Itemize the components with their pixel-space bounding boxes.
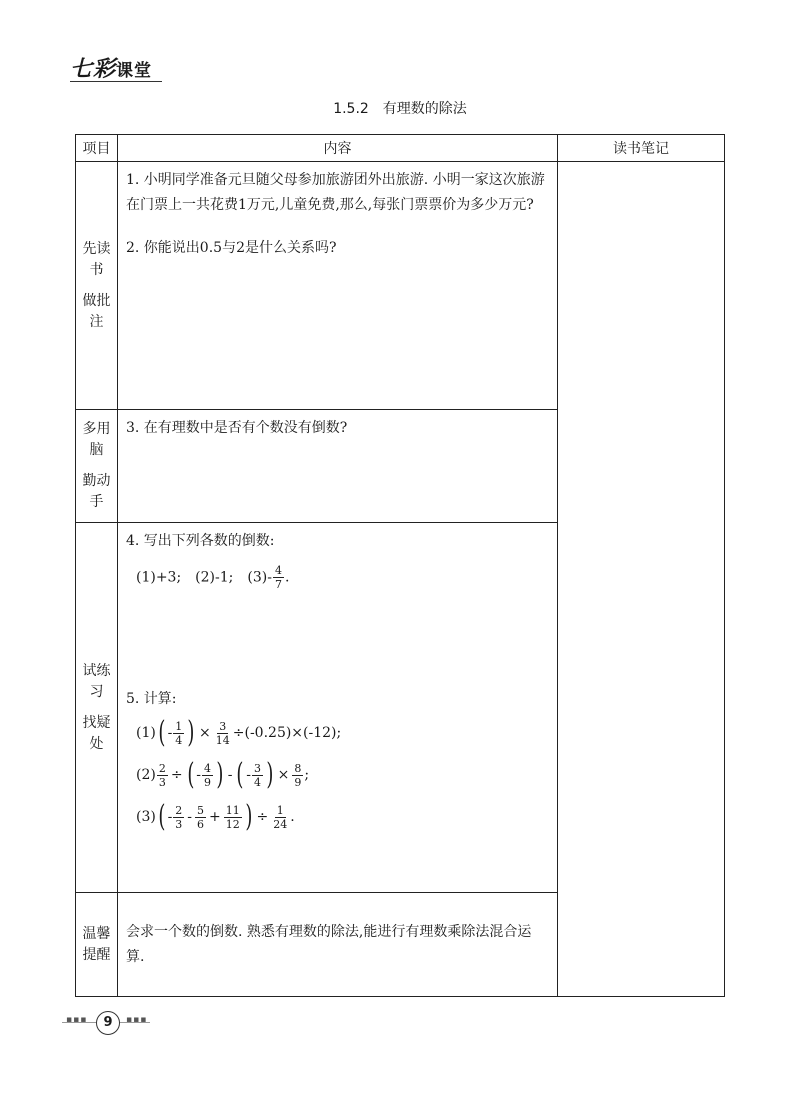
label-line-2: 勤动手: [82, 473, 111, 510]
expression-2: (2) $\frac{2}{3}$ ÷ ( - $\frac{4}{9}$ ) - ( - $\frac{3}{4}$ ) × $\frac{8}{9}$ ;: [136, 757, 310, 792]
section-read: [76, 162, 725, 410]
question-5: 5. 计算:: [126, 691, 177, 707]
section-label: [76, 162, 118, 410]
section-content: [118, 410, 558, 523]
page-title: 1.5.2 有理数的除法: [333, 101, 467, 117]
logo-main-text: 七彩: [70, 57, 117, 82]
logo-sub-text: 课堂: [116, 61, 153, 81]
question-2: 2. 你能说出0.5与2是什么关系吗?: [126, 240, 337, 256]
fraction: $\frac{11}{12}$: [225, 803, 240, 831]
notes-column: [558, 162, 725, 997]
question-4-parts: (1)+3; (2)-1; (3)- $\frac{4}{7}$ .: [136, 564, 290, 591]
fraction: $\frac{8}{9}$: [294, 761, 302, 789]
expression-1: (1) ( - $\frac{1}{4}$ ) × $\frac{3}{14}$ ÷(-0.25)×(-12);: [136, 715, 342, 750]
label-line-1: 试练习: [82, 662, 111, 700]
label-line-2: 提醒: [82, 946, 111, 963]
fraction: $\frac{2}{3}$: [175, 803, 183, 831]
header-content: 内容: [118, 135, 558, 162]
section-content: [118, 893, 558, 997]
fraction: $\frac{1}{24}$: [273, 803, 288, 831]
section-content: [118, 523, 558, 893]
question-4: 4. 写出下列各数的倒数:: [126, 533, 275, 549]
header-item: 项目: [76, 135, 118, 162]
header-notes: 读书笔记: [558, 135, 725, 162]
label-line-2: 做批注: [82, 292, 111, 330]
section-label: [76, 410, 118, 523]
fraction: $\frac{1}{4}$: [175, 719, 183, 747]
label-line-1: 温馨: [82, 925, 111, 942]
logo-underline: [70, 81, 162, 82]
page-number: 9: [96, 1011, 120, 1035]
section-label: [76, 893, 118, 997]
fraction: $\frac{3}{4}$: [253, 761, 261, 789]
fraction: $\frac{5}{6}$: [197, 803, 205, 831]
header-row: [76, 135, 725, 162]
fraction: $\frac{4}{9}$: [204, 761, 212, 789]
study-table: [75, 134, 725, 997]
label-line-2: 找疑处: [82, 714, 111, 752]
tip-text: 会求一个数的倒数. 熟悉有理数的除法,能进行有理数乘除法混合运算.: [126, 923, 532, 965]
fraction: $\frac{2}{3}$: [158, 761, 166, 789]
expression-3: (3) ( - $\frac{2}{3}$ - $\frac{5}{6}$ + $\frac{11}{12}$ ) ÷ $\frac{1}{24}$ .: [136, 799, 295, 834]
label-line-1: 多用脑: [82, 421, 111, 458]
section-label: [76, 523, 118, 893]
brand-logo: [70, 52, 152, 83]
section-content: [118, 162, 558, 410]
fraction: $\frac{4}{7}$: [274, 564, 282, 591]
question-3: 3. 在有理数中是否有个数没有倒数?: [126, 420, 348, 436]
label-line-1: 先读书: [82, 240, 111, 278]
q4-parts-text: (1)+3; (2)-1; (3)-: [136, 569, 272, 586]
footer-dots-left: ▪▪▪: [66, 1015, 88, 1025]
question-1: 1. 小明同学准备元旦随父母参加旅游团外出旅游. 小明一家这次旅游在门票上一共花费1万元,儿童免费,那么,每张门票票价为多少万元?: [126, 172, 545, 213]
fraction: $\frac{3}{14}$: [215, 719, 230, 747]
footer-dots-right: ▪▪▪: [126, 1015, 148, 1025]
